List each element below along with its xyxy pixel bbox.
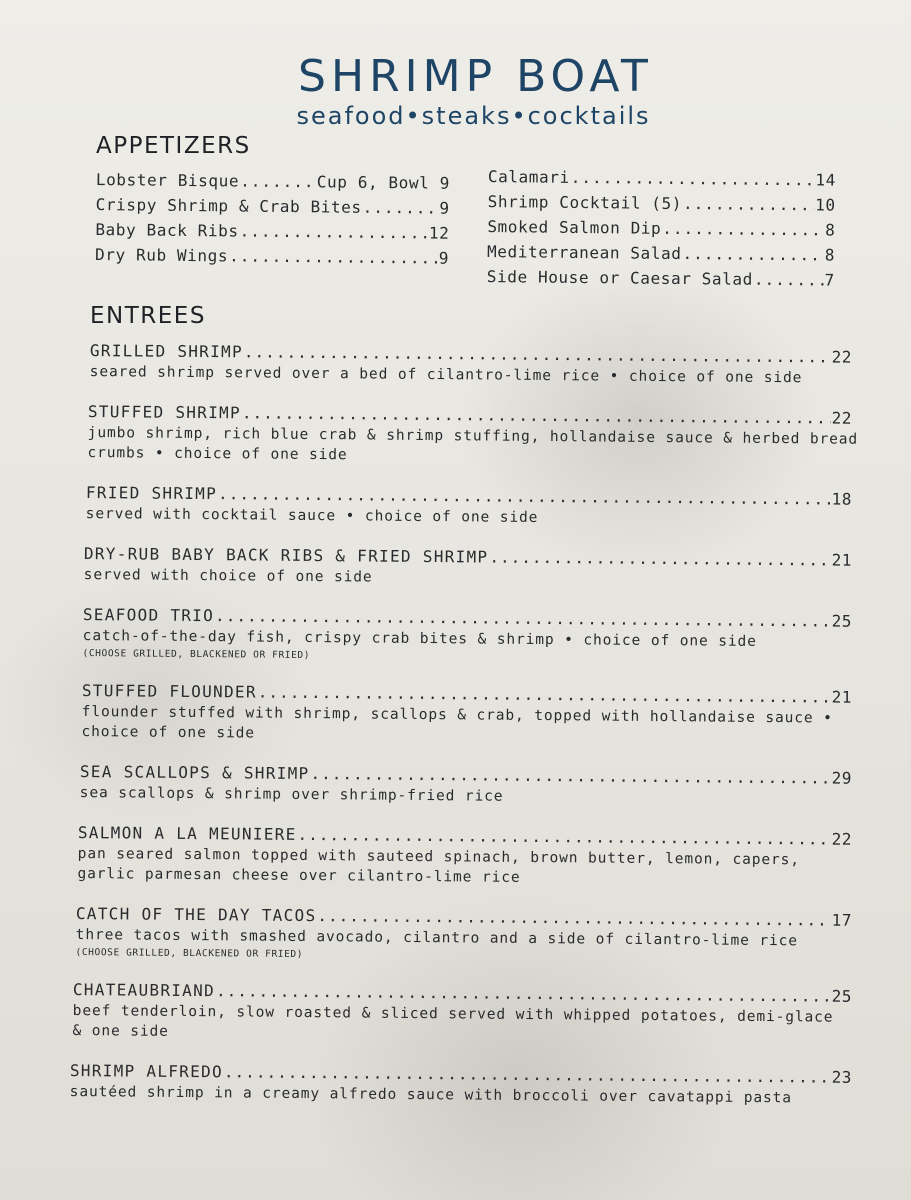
leader-dots	[662, 219, 824, 240]
appetizer-price: 8	[824, 245, 836, 265]
entree-price: 29	[831, 768, 852, 788]
leader-dots	[682, 244, 824, 264]
appetizer-name: Calamari	[487, 167, 570, 187]
entree-description: sautéed shrimp in a creamy alfredo sauce with broccoli over cavatappi pasta	[69, 1083, 792, 1107]
entree-description: catch-of-the-day fish, crispy crab bites & shrimp • choice of one side	[82, 627, 757, 650]
entree-description: seared shrimp served over a bed of cilantro-lime rice • choice of one side	[89, 363, 803, 387]
restaurant-tagline: seafood•steaks•cocktails	[296, 102, 651, 130]
appetizer-item	[487, 267, 835, 296]
appetizer-item	[96, 170, 450, 199]
appetizer-name: Side House or Caesar Salad	[486, 266, 754, 289]
appetizer-name: Baby Back Ribs	[95, 219, 239, 241]
entree-name: SHRIMP ALFREDO	[69, 1061, 224, 1082]
entree-price: 21	[831, 550, 852, 570]
entree-description: pan seared salmon topped with sauteed spinach, brown butter, lemon, capers, garlic parmesan cheese over cilantro-lime rice	[77, 845, 800, 886]
appetizer-item	[487, 217, 835, 246]
appetizer-item	[487, 242, 835, 271]
appetizer-price: 10	[815, 195, 836, 215]
entree-item	[72, 979, 852, 1048]
appetizer-name: Dry Rub Wings	[95, 244, 229, 266]
appetizer-price: 9	[439, 198, 450, 218]
entree-price: 22	[831, 347, 852, 367]
appetizer-name: Shrimp Cocktail (5)	[487, 191, 683, 214]
appetizer-price: 12	[428, 223, 450, 243]
entrees-list	[69, 340, 859, 1121]
appetizers-heading: APPETIZERS	[96, 133, 251, 159]
appetizer-item	[488, 167, 836, 196]
entree-name: STUFFED SHRIMP	[87, 401, 242, 423]
entree-item	[80, 761, 852, 810]
restaurant-header	[0, 52, 911, 130]
entree-item	[81, 680, 852, 749]
entree-description: flounder stuffed with shrimp, scallops & crab, topped with hollandaise sauce • choice of one side	[81, 703, 833, 742]
entree-name: STUFFED FLOUNDER	[81, 681, 257, 702]
entree-item	[90, 340, 852, 389]
entree-name: FRIED SHRIMP	[85, 482, 218, 504]
entree-description: three tacos with smashed avocado, cilantro and a side of cilantro-lime rice	[75, 926, 798, 950]
entree-name: SEA SCALLOPS & SHRIMP	[79, 762, 310, 784]
appetizer-name: Crispy Shrimp & Crab Bites	[95, 194, 362, 217]
appetizer-item	[95, 195, 449, 224]
leader-dots	[363, 198, 439, 218]
appetizers-right-column	[487, 167, 836, 296]
leader-dots	[240, 222, 428, 243]
entree-description: sea scallops & shrimp over shrimp-fried rice	[79, 784, 504, 805]
entree-item	[84, 543, 852, 592]
appetizer-name: Mediterranean Salad	[487, 241, 682, 264]
appetizer-item	[95, 245, 449, 274]
entree-price: 25	[831, 986, 852, 1006]
appetizer-price: Cup 6, Bowl 9	[316, 172, 450, 193]
appetizer-item	[487, 192, 835, 221]
entree-description: served with cocktail sauce • choice of one side	[85, 505, 539, 526]
entree-name: CHATEAUBRIAND	[72, 979, 216, 1001]
entree-item	[70, 1060, 852, 1109]
leader-dots	[489, 547, 830, 572]
entree-price: 22	[831, 408, 852, 428]
entree-name: SEAFOOD TRIO	[82, 605, 215, 626]
appetizer-item	[95, 220, 449, 249]
entree-price: 22	[831, 829, 852, 849]
entree-item	[77, 822, 852, 891]
leader-dots	[571, 168, 815, 190]
appetizer-price: 8	[825, 220, 836, 240]
restaurant-name: SHRIMP BOAT	[298, 51, 653, 102]
appetizer-price: 9	[438, 248, 450, 268]
appetizers-left-column	[95, 170, 450, 274]
leader-dots	[683, 194, 814, 214]
entree-price: 23	[831, 1067, 852, 1087]
appetizer-price: 7	[824, 270, 835, 290]
entree-name: DRY-RUB BABY BACK RIBS & FRIED SHRIMP	[83, 544, 489, 567]
entree-item	[76, 903, 852, 967]
entree-item	[86, 482, 852, 531]
entree-item	[87, 401, 859, 470]
entree-item	[83, 604, 852, 668]
entree-price: 25	[831, 611, 852, 631]
leader-dots	[229, 246, 438, 267]
entree-description: served with choice of one side	[83, 566, 373, 586]
entree-cooking-note: (CHOOSE GRILLED, BLACKENED OR FRIED)	[82, 647, 311, 661]
entrees-heading: ENTREES	[90, 303, 206, 329]
entree-price: 18	[831, 489, 852, 509]
appetizer-name: Smoked Salmon Dip	[487, 216, 662, 238]
entree-description: jumbo shrimp, rich blue crab & shrimp stuffing, hollandaise sauce & herbed bread crumbs • choice of one side	[87, 424, 859, 464]
entree-description: beef tenderloin, slow roasted & sliced served with whipped potatoes, demi-glace & one side	[72, 1002, 834, 1040]
entree-name: GRILLED SHRIMP	[89, 340, 244, 362]
leader-dots	[240, 172, 316, 192]
entree-price: 21	[831, 687, 852, 707]
entree-name: SALMON A LA MEUNIERE	[77, 823, 297, 844]
entree-cooking-note: (CHOOSE GRILLED, BLACKENED OR FRIED)	[75, 946, 304, 960]
appetizer-name: Lobster Bisque	[95, 170, 240, 191]
appetizer-price: 14	[815, 170, 836, 190]
entree-name: CATCH OF THE DAY TACOS	[75, 903, 317, 926]
leader-dots	[754, 270, 824, 290]
entree-price: 17	[831, 910, 852, 930]
